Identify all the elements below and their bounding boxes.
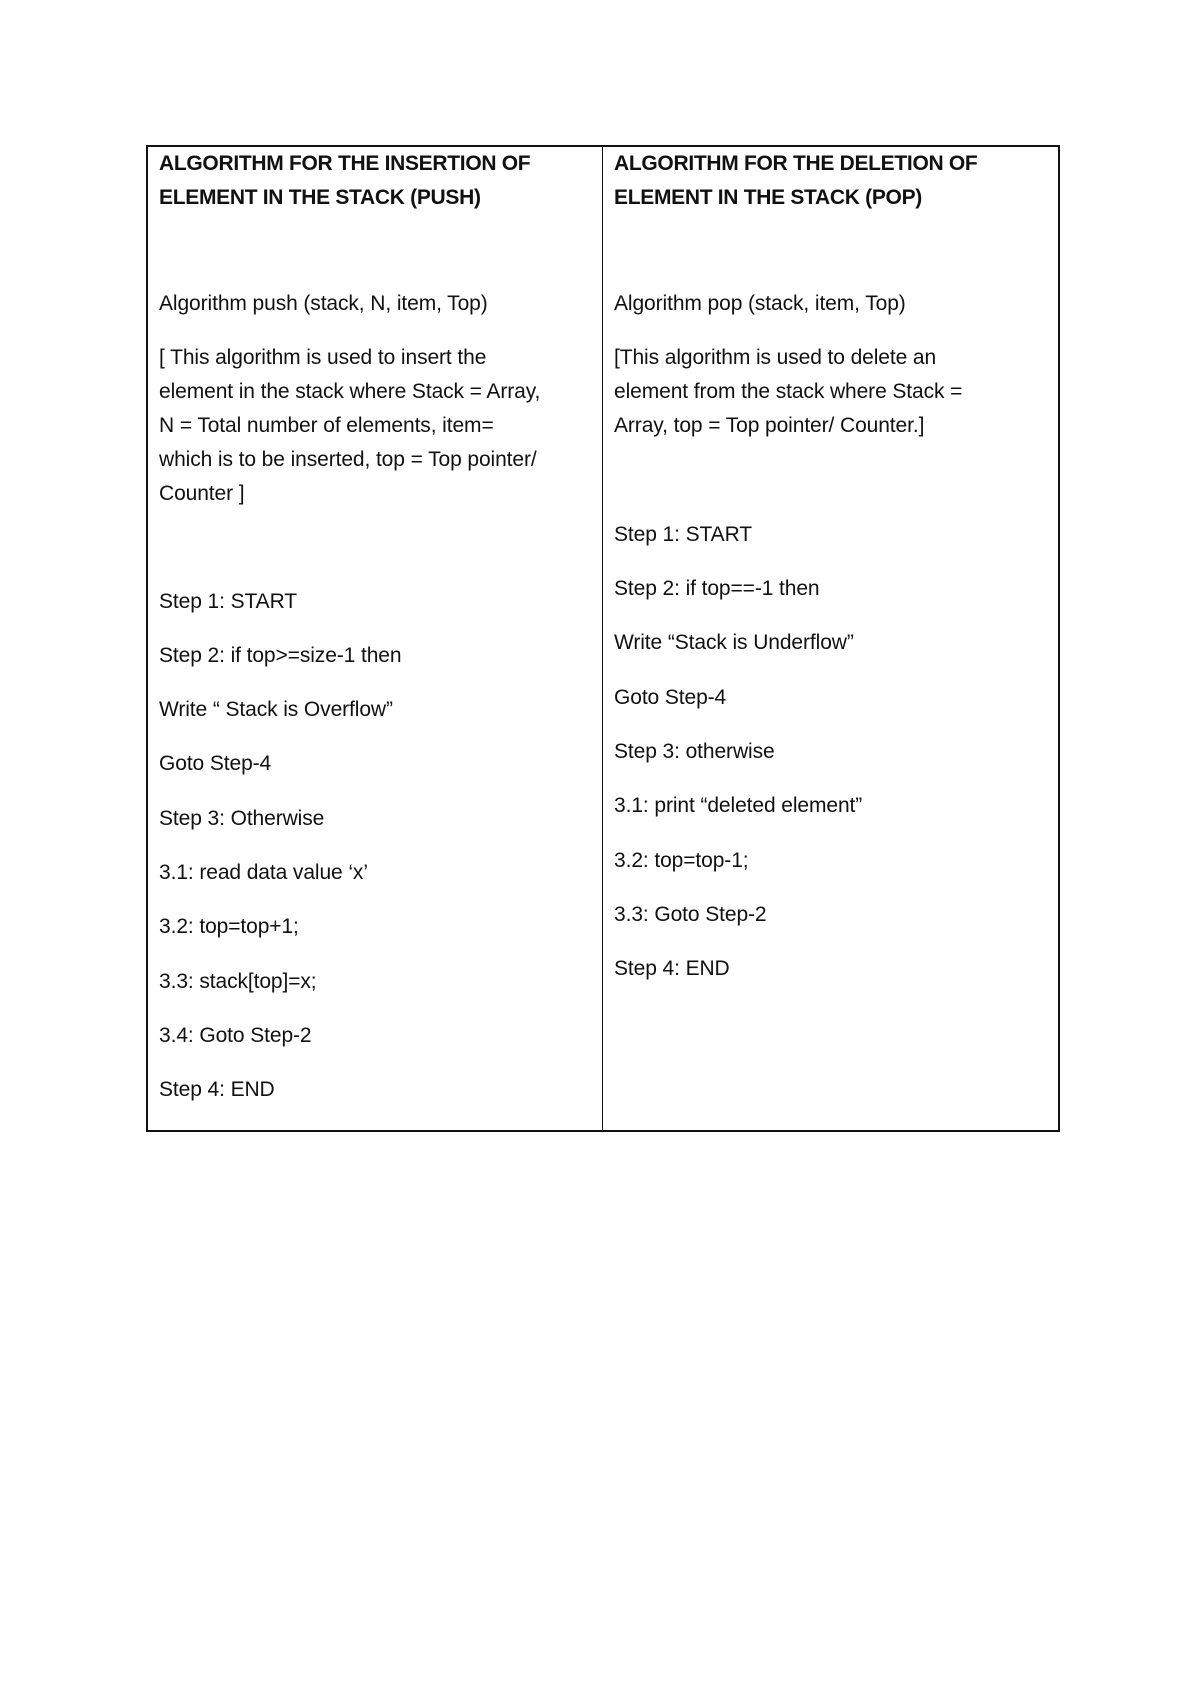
algorithm-table bbox=[146, 145, 1060, 1132]
pop-heading-line-2: ELEMENT IN THE STACK (POP) bbox=[614, 186, 922, 209]
push-heading-line-1: ALGORITHM FOR THE INSERTION OF bbox=[159, 152, 531, 175]
pop-description-line: Array, top = Top pointer/ Counter.] bbox=[614, 414, 925, 437]
push-signature: Algorithm push (stack, N, item, Top) bbox=[159, 292, 488, 315]
pop-heading-line-1: ALGORITHM FOR THE DELETION OF bbox=[614, 152, 978, 175]
pop-signature: Algorithm pop (stack, item, Top) bbox=[614, 292, 906, 315]
push-description-line: which is to be inserted, top = Top pointer/ bbox=[159, 448, 537, 471]
pop-step: Step 1: START bbox=[614, 523, 752, 546]
push-description-line: N = Total number of elements, item= bbox=[159, 414, 494, 437]
pop-step: 3.3: Goto Step-2 bbox=[614, 903, 767, 926]
push-step: Goto Step-4 bbox=[159, 752, 272, 775]
push-algorithm-column bbox=[148, 147, 603, 1130]
pop-description-line: element from the stack where Stack = bbox=[614, 380, 963, 403]
pop-step: Write “Stack is Underflow” bbox=[614, 631, 854, 654]
pop-description-line: [This algorithm is used to delete an bbox=[614, 346, 937, 369]
push-step: Step 3: Otherwise bbox=[159, 807, 325, 830]
pop-step: 3.1: print “deleted element” bbox=[614, 794, 863, 817]
push-description-line: element in the stack where Stack = Array, bbox=[159, 380, 541, 403]
push-step: 3.3: stack[top]=x; bbox=[159, 970, 317, 993]
push-description-line: Counter ] bbox=[159, 482, 245, 505]
push-step: Step 4: END bbox=[159, 1078, 275, 1101]
push-step: 3.4: Goto Step-2 bbox=[159, 1024, 312, 1047]
pop-step: Step 2: if top==-1 then bbox=[614, 577, 820, 600]
push-step: Step 1: START bbox=[159, 590, 297, 613]
push-step: Write “ Stack is Overflow” bbox=[159, 698, 393, 721]
pop-step: Step 3: otherwise bbox=[614, 740, 775, 763]
push-heading-line-2: ELEMENT IN THE STACK (PUSH) bbox=[159, 186, 481, 209]
push-step: Step 2: if top>=size-1 then bbox=[159, 644, 402, 667]
pop-step: Step 4: END bbox=[614, 957, 730, 980]
pop-step: Goto Step-4 bbox=[614, 686, 727, 709]
push-step: 3.1: read data value ‘x’ bbox=[159, 861, 368, 884]
push-description-line: [ This algorithm is used to insert the bbox=[159, 346, 487, 369]
pop-algorithm-column bbox=[603, 147, 1058, 1130]
push-step: 3.2: top=top+1; bbox=[159, 915, 299, 938]
pop-step: 3.2: top=top-1; bbox=[614, 849, 749, 872]
